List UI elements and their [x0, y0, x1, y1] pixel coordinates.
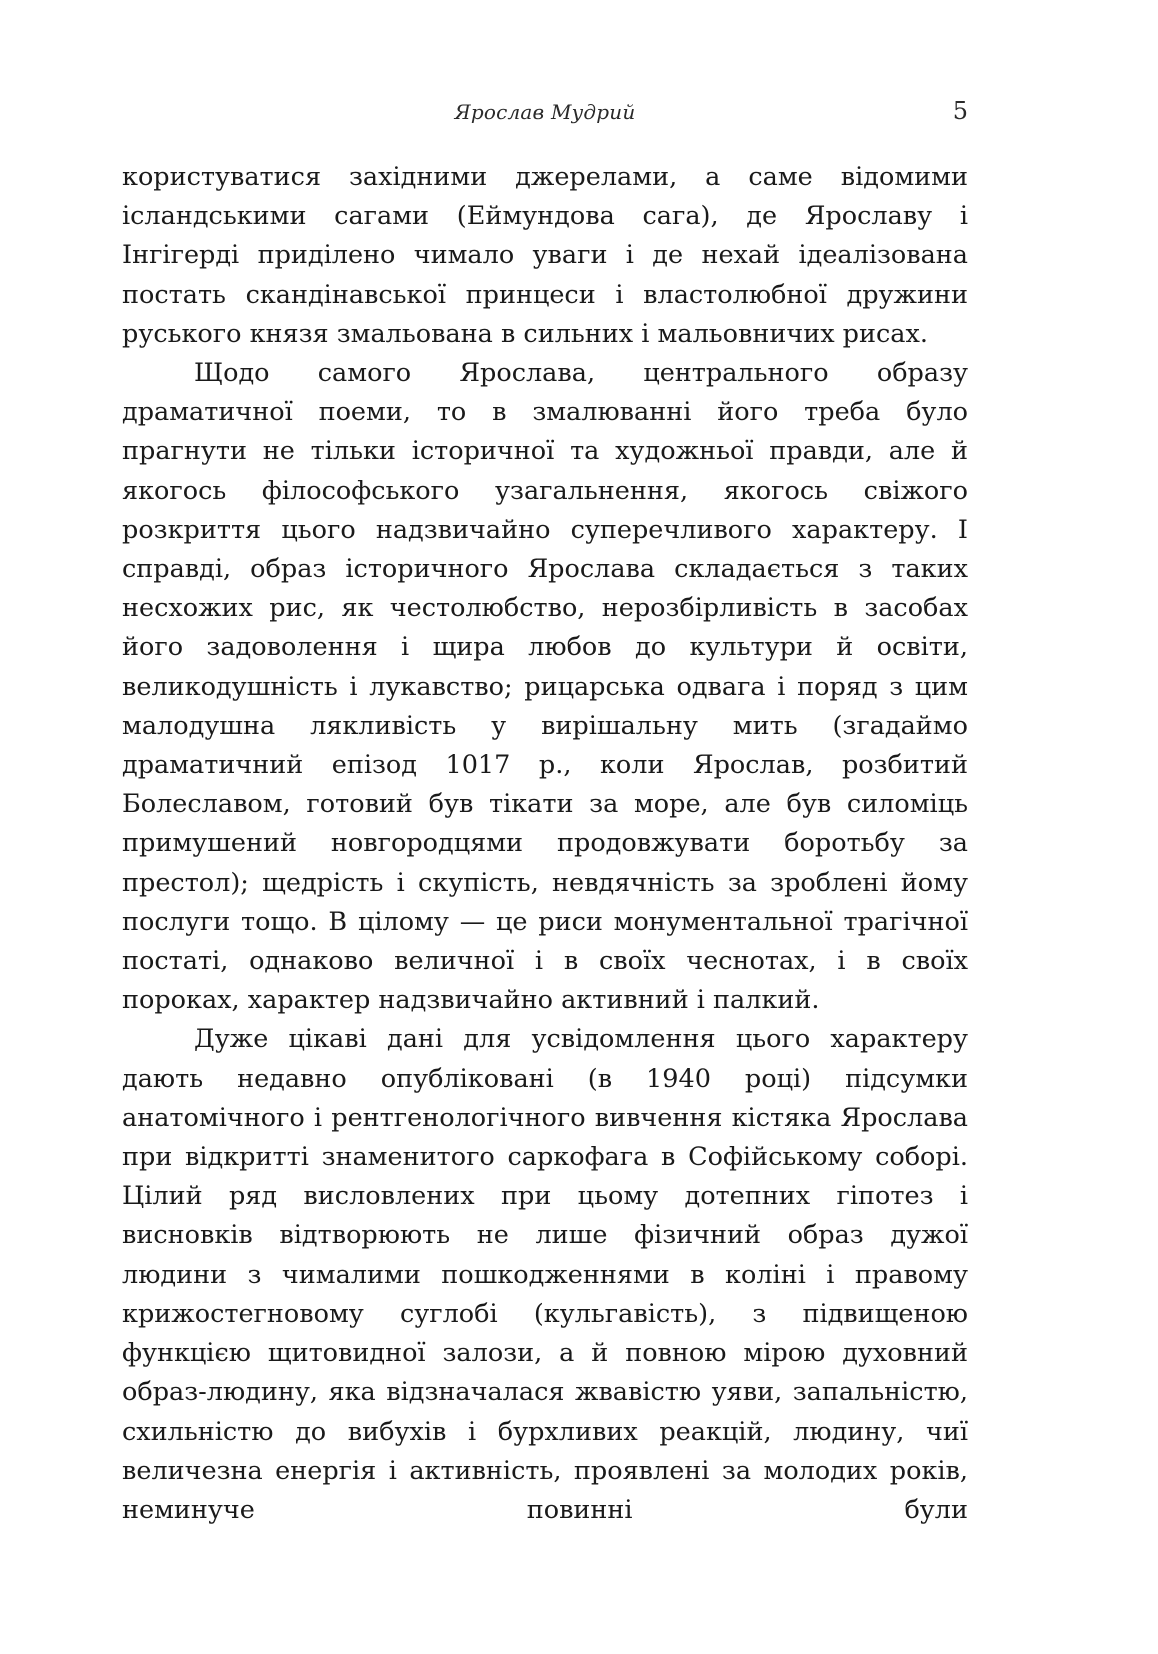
running-title: Ярослав Мудрий [454, 100, 636, 124]
paragraph: Дуже цікаві дані для усвідомлення цього характеру дають недавно опубліковані (в 1940 році) підсумки анатомічного і рентгенологічного вивчення кістяка Ярослава при відкритті знаменитого саркофага в Софійському соборі. Цілий ряд висловлених при цьому дотепних гіпотез і висновків відтворюють не лише фізичний образ дужої людини з чималими пошкодженнями в коліні і правому крижостегновому суглобі (кульгавість), з підвищеною функцією щитовидної залози, а й повною мірою духовний образ-людину, яка відзначалася жвавістю уяви, запальністю, схильністю до вибухів і бурхливих реакцій, людину, чиї величезна енергія і активність, проявлені за молодих років, неминуче повинні були [122, 1024, 968, 1525]
running-header [122, 97, 968, 130]
page-number: 5 [952, 97, 968, 125]
paragraph: Щодо самого Ярослава, центрального образу драматичної поеми, то в змалюванні його треба було прагнути не тільки історичної та художньої правди, але й якогось філософського узагальнення, якогось свіжого розкриття цього надзвичайно суперечливого характеру. І справді, образ історичного Ярослава складається з таких несхожих рис, як честолюбство, нерозбірливість в засобах його задоволення і щира любов до культури й освіти, великодушність і лукавство; рицарська одвага і поряд з цим малодушна лякливість у вирішальну мить (згадаймо драматичний епізод 1017 р., коли Ярослав, розбитий Болеславом, готовий був тікати за море, але був силоміць примушений новгородцями продовжувати боротьбу за престол); щедрість і скупість, невдячність за зроблені йому послуги тощо. В цілому — це риси монументальної трагічної постаті, однаково величної і в своїх чеснотах, і в своїх пороках, характер надзвичайно активний і палкий. [122, 358, 968, 1016]
paragraph-continuation: користуватися західними джерелами, а саме відомими ісландськими сагами (Еймундова сага), де Ярославу і Інгігерді приділено чимало уваги і де нехай ідеалізована постать скандінавської принцеси і властолюбної дружини руського князя змальована в сильних і мальовничих рисах. [122, 162, 968, 349]
body-text [122, 158, 968, 1530]
